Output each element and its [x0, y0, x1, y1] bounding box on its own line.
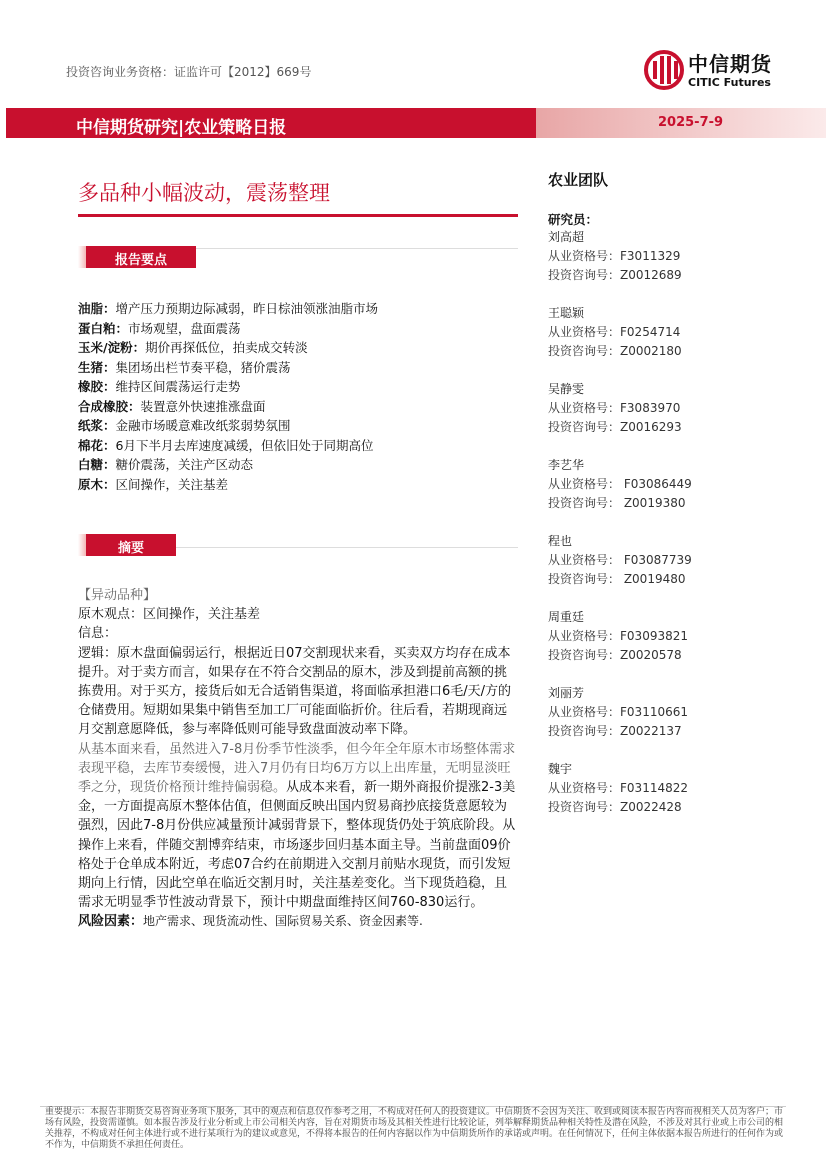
summary-body: [78, 586, 518, 932]
logo-cn-text: 中信期货: [688, 52, 772, 76]
report-date: 2025-7-9: [658, 115, 724, 130]
page-title: 多品种小幅波动，震荡整理: [78, 181, 330, 205]
info-label: 信息：: [78, 626, 118, 642]
list-item: 橡胶：维持区间震荡运行走势: [78, 379, 241, 394]
license-text: 投资咨询业务资格：证监许可【2012】669号: [66, 65, 312, 79]
summary-tag: 摘要: [86, 534, 176, 556]
list-item: 生猪：集团场出栏节奏平稳，猪价震荡: [78, 359, 291, 375]
list-item: 合成橡胶：装置意外快速推涨盘面: [78, 398, 266, 414]
logic-paragraph: 逻辑：原木盘面偏弱运行，根据近日07交割现状来看，买卖双方均存在成本提升。对于卖方而言，如果存在不符合交割品的原木，涉及到提前高额的挑拣费用。对于买方，接货后如无合适销售渠道，将面临承担港口6毛/天/方的仓储费用。短期如果集中销售至加工厂可能面临折价。往后看，若期现商远月交割意愿降低，参与率降低则可能导致盘面波动率下降。: [78, 645, 512, 738]
list-item: 玉米/淀粉：期价再探低位，拍卖成交转淡: [78, 340, 308, 355]
risk-line: 风险因素：地产需求、现货流动性、国际贸易关系、资金因素等.: [78, 914, 423, 930]
key-points-list: [78, 299, 518, 494]
analyst-card: 李艺华 从业资格号： F03086449 投资咨询号： Z0019380: [548, 458, 692, 511]
list-item: 白糖：糖价震荡，关注产区动态: [78, 457, 254, 472]
analyst-card: 刘丽芳 从业资格号：F03110661 投资咨询号：Z0022137: [548, 686, 688, 739]
key-points-tag: 报告要点: [86, 246, 196, 268]
anomaly-tag: 【异动品种】: [78, 588, 157, 603]
analyst-card: 王聪颖 从业资格号：F0254714 投资咨询号：Z0002180: [548, 306, 682, 359]
list-item: 棉花：6月下半月去库速度减缓，但依旧处于同期高位: [78, 437, 374, 453]
list-item: 油脂：增产压力预期边际减弱，昨日棕油领涨油脂市场: [78, 301, 379, 316]
report-banner: [6, 108, 826, 138]
banner-title: 中信期货研究|农业策略日报: [76, 118, 287, 138]
analyst-card: 周重廷 从业资格号：F03093821 投资咨询号：Z0020578: [548, 610, 688, 663]
analyst-card: 魏宇 从业资格号：F03114822 投资咨询号：Z0022428: [548, 762, 688, 815]
logo-en-text: CITIC Futures: [688, 76, 771, 89]
citic-emblem-icon: [644, 48, 684, 92]
title-underline: [78, 214, 518, 217]
list-item: 原木：区间操作，关注基差: [78, 476, 229, 492]
analyst-card: 程也 从业资格号： F03087739 投资咨询号： Z0019480: [548, 534, 692, 587]
researcher-label: 研究员：: [548, 212, 599, 227]
view-line: 原木观点：区间操作，关注基差: [78, 607, 261, 623]
list-item: 纸浆：金融市场暖意难改纸浆弱势氛围: [78, 418, 291, 433]
disclaimer-text: 重要提示：本报告非期货交易咨询业务项下服务，其中的观点和信息仅作参考之用，不构成对任何人的投资建议。中信期货不会因为关注、收到或阅读本报告内容而视相关人员为客户；市场有风险，投资需谨慎。如本报告涉及行业分析或上市公司相关内容，旨在对期货市场及其相关性进行比较论证，列举解释期货品种相关特性及潜在风险，不涉及对其行业或上市公司的相关推荐，不构成对任何主体进行或不进行某项行为的建议或意见，不得将本报告的任何内容据以作为中信期货所作的承诺或声明。在任何情况下，任何主体依据本报告所进行的任何作为或不作为，中信期货不承担任何责任。: [45, 1107, 784, 1150]
citic-futures-logo: [644, 46, 804, 96]
analyst-card: 刘高超 从业资格号：F3011329 投资咨询号：Z0012689: [548, 230, 682, 283]
team-title: 农业团队: [548, 171, 609, 189]
list-item: 蛋白粕：市场观望，盘面震荡: [78, 320, 241, 336]
analyst-card: 吴静雯 从业资格号：F3083970 投资咨询号：Z0016293: [548, 382, 682, 435]
fundamental-paragraph: 从基本面来看，虽然进入7-8月份季节性淡季，但今年全年原木市场整体需求表现平稳，去库节奏缓慢，进入7月仍有日均6万方以上出库量，无明显淡旺季之分，现货价格预计维持偏弱稳。从成本来看，新一期外商报价提涨2-3美金，一方面提高原木整体估值，但侧面反映出国内贸易商抄底接货意愿较为强烈，因此7-8月份供应减量预计减弱背景下，整体现货仍处于筑底阶段。从操作上来看，伴随交割博弈结束，市场逐步回归基本面主导。当前盘面09价格处于仓单成本附近，考虑07合约在前期进入交割月前贴水现货，而引发短期向上行情，因此空单在临近交割月时，关注基差变化。当下现货趋稳，且需求无明显季节性波动背景下，预计中期盘面维持区间760-830运行。: [78, 741, 516, 911]
